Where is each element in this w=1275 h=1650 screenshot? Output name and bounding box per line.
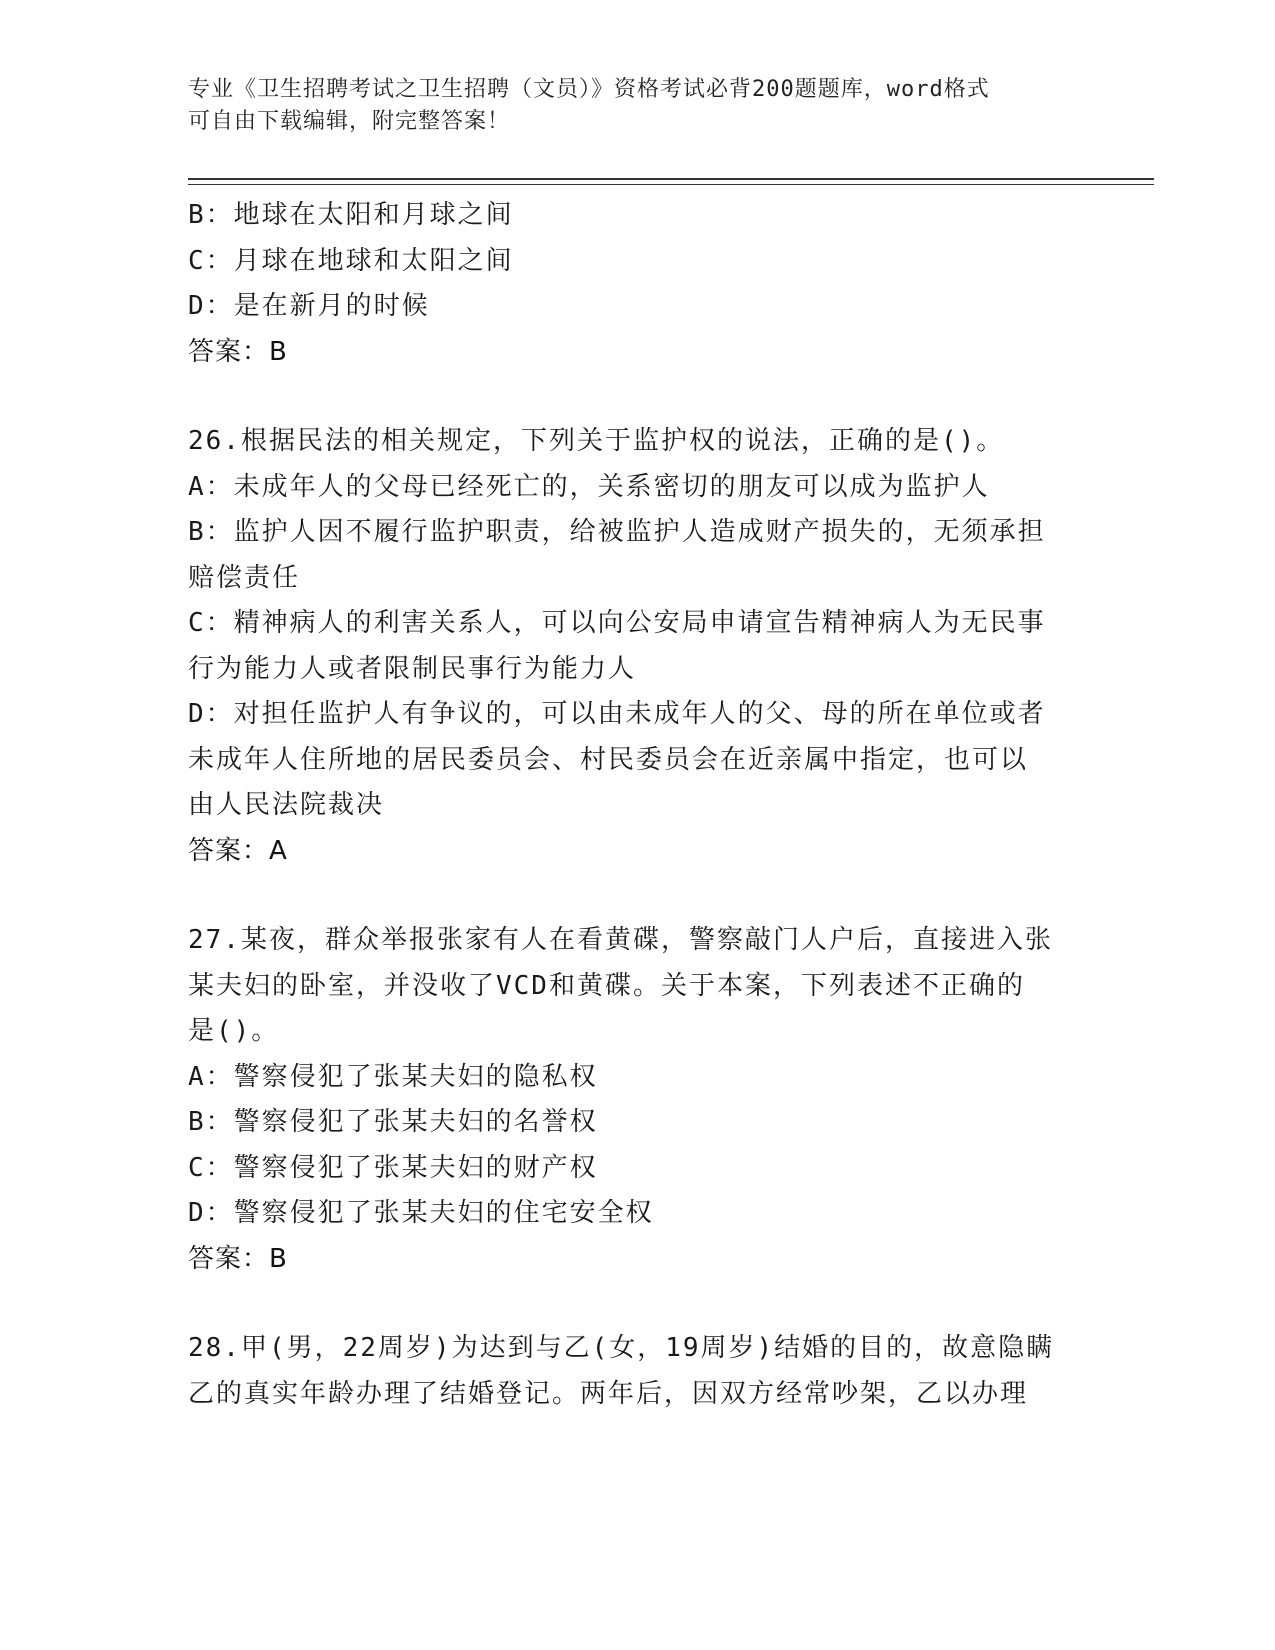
question-spacer [188, 1282, 1068, 1326]
question-27 [188, 918, 1068, 1282]
answer-line: 答案：B [188, 336, 288, 367]
question-stem-continued: 是()。 [188, 1016, 280, 1046]
option-b-continued: 赔偿责任 [188, 562, 301, 593]
option-d: D：是在新月的时候 [188, 291, 430, 321]
option-d: D：对担任监护人有争议的，可以由未成年人的父、母的所在单位或者 [188, 699, 1046, 729]
question-stem: 26.根据民法的相关规定，下列关于监护权的说法，正确的是()。 [188, 426, 1005, 456]
answer-line: 答案：A [188, 835, 288, 866]
answer-line: 答案：B [188, 1243, 288, 1274]
header-title-line-2: 可自由下载编辑，附完整答案！ [188, 109, 511, 134]
option-b: B：监护人因不履行监护职责，给被监护人造成财产损失的，无须承担 [188, 517, 1046, 547]
option-b: B：警察侵犯了张某夫妇的名誉权 [188, 1107, 598, 1137]
option-b: B：地球在太阳和月球之间 [188, 200, 514, 230]
option-d: D：警察侵犯了张某夫妇的住宅安全权 [188, 1198, 654, 1228]
option-c: C：精神病人的利害关系人，可以向公安局申请宣告精神病人为无民事 [188, 608, 1046, 638]
question-28 [188, 1326, 1068, 1417]
option-c: C：警察侵犯了张某夫妇的财产权 [188, 1152, 598, 1183]
question-list [188, 193, 1068, 1417]
question-stem: 28.甲(男，22周岁)为达到与乙(女，19周岁)结婚的目的，故意隐瞒 [188, 1333, 1055, 1363]
question-25-tail [188, 193, 1068, 375]
option-a: A：未成年人的父母已经死亡的，关系密切的朋友可以成为监护人 [188, 471, 990, 502]
question-stem-continued: 乙的真实年龄办理了结婚登记。两年后，因双方经常吵架，乙以办理 [188, 1378, 1029, 1409]
question-spacer [188, 375, 1068, 419]
header-divider-thick [188, 178, 1154, 180]
question-26 [188, 419, 1068, 874]
header-title-line-1: 专业《卫生招聘考试之卫生招聘（文员）》资格考试必背200题题库，word格式 [188, 77, 990, 102]
option-d-continued: 由人民法院裁决 [188, 790, 385, 820]
option-c: C：月球在地球和太阳之间 [188, 245, 514, 276]
question-spacer [188, 874, 1068, 918]
option-a: A：警察侵犯了张某夫妇的隐私权 [188, 1061, 598, 1092]
option-c-continued: 行为能力人或者限制民事行为能力人 [188, 653, 637, 684]
question-stem-continued: 某夫妇的卧室，并没收了VCD和黄碟。关于本案，下列表述不正确的 [188, 970, 1025, 1001]
question-stem: 27.某夜，群众举报张家有人在看黄碟，警察敲门人户后，直接进入张 [188, 925, 1053, 955]
header-divider-thin [188, 184, 1154, 185]
document-header [188, 74, 1068, 138]
option-d-continued: 未成年人住所地的居民委员会、村民委员会在近亲属中指定，也可以 [188, 744, 1029, 775]
